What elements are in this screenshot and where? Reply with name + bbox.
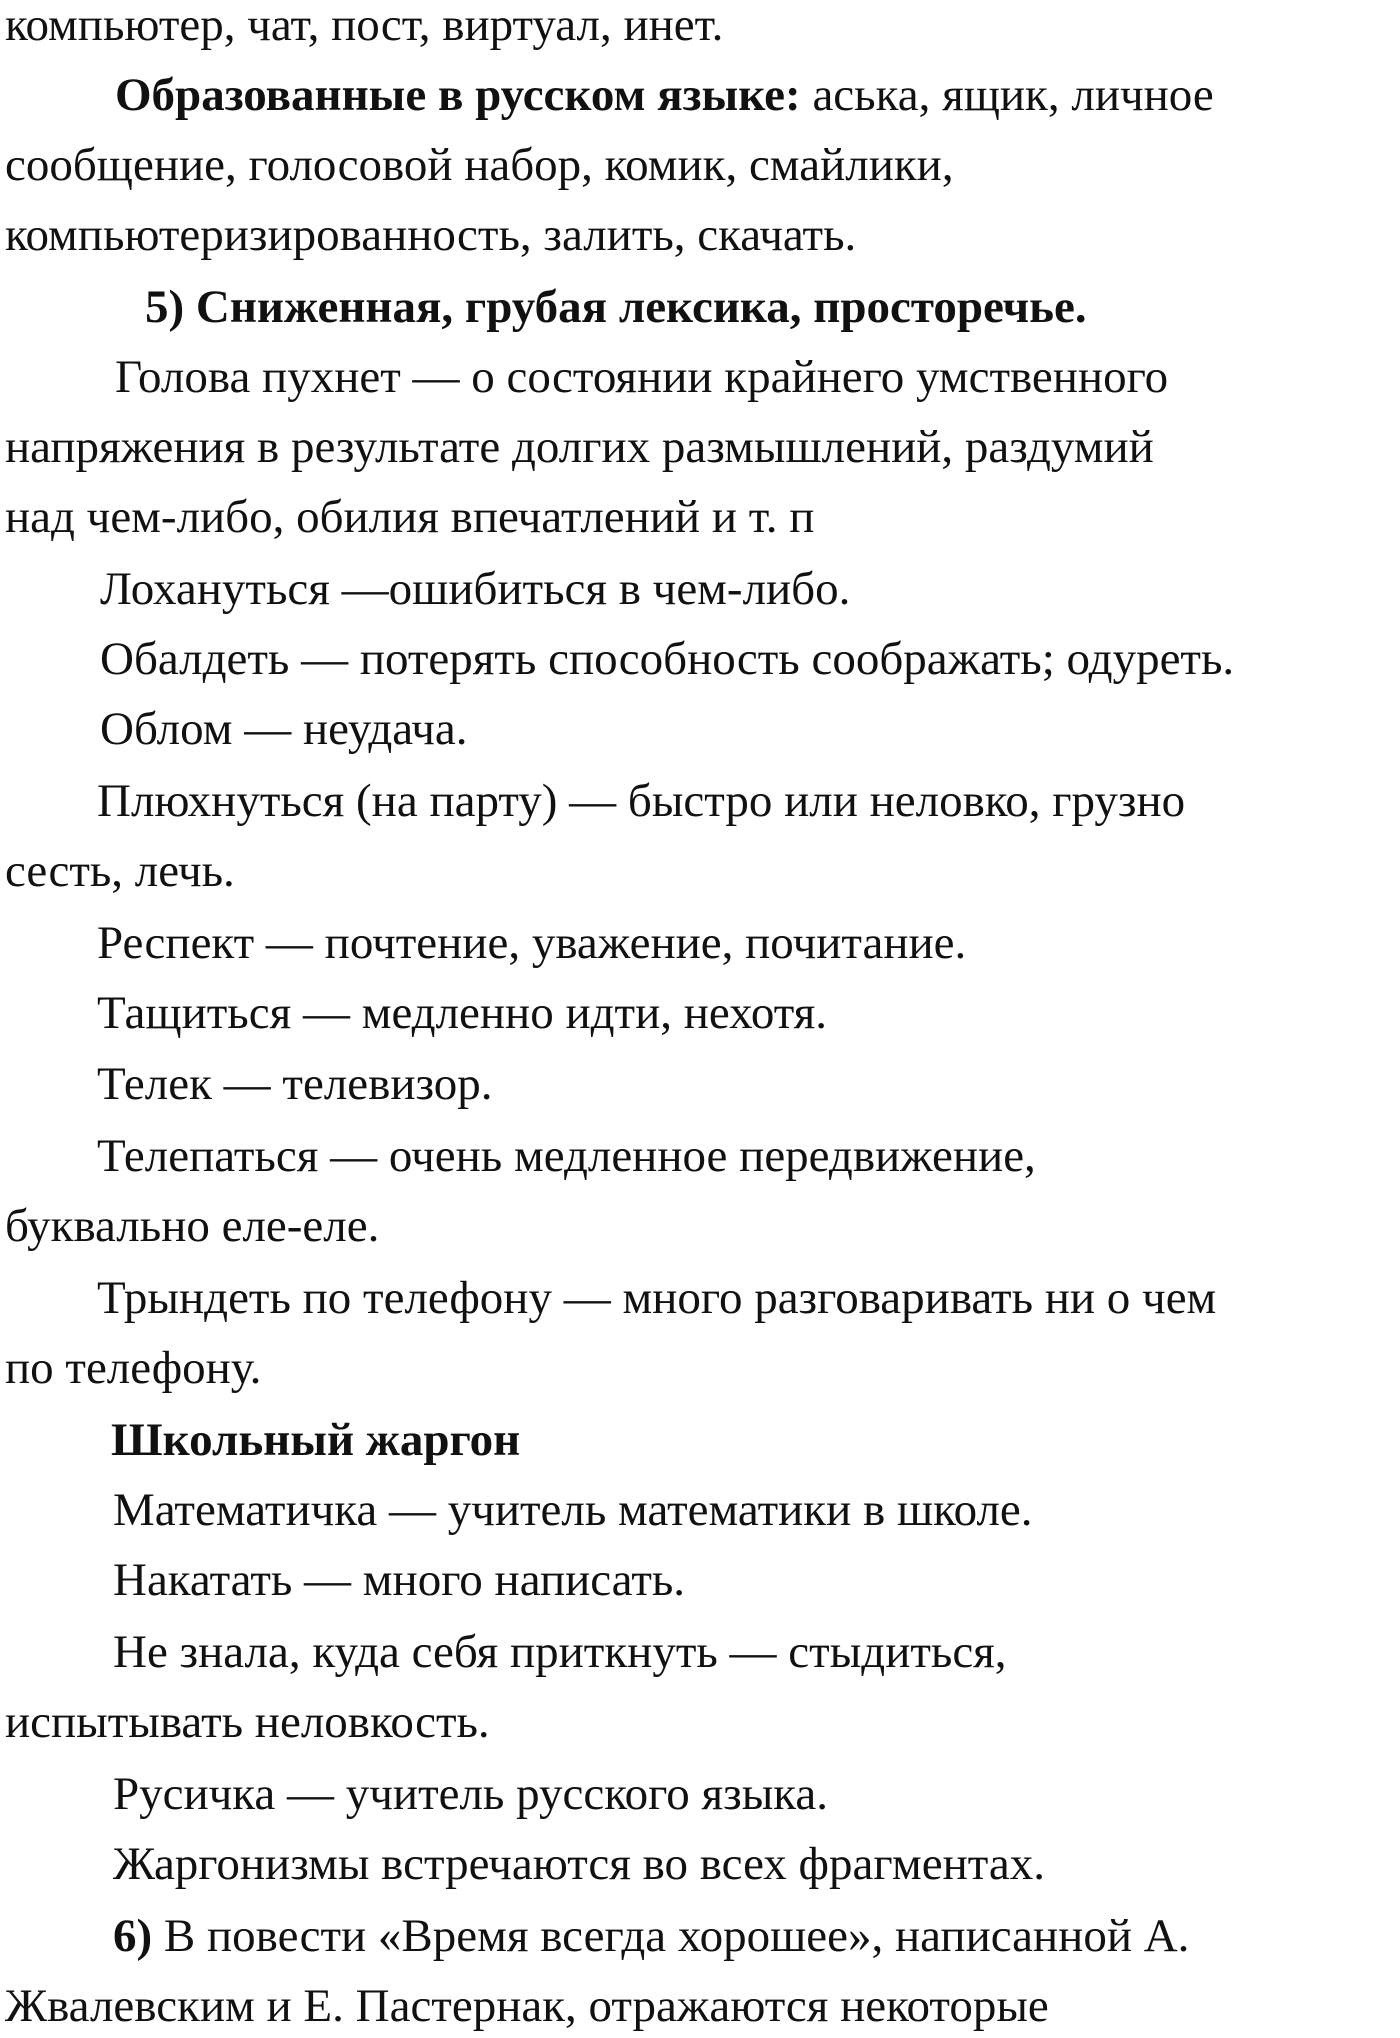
text-line: Образованные в русском языке: аська, ящик, личное [115,69,1214,121]
text-line: Телек — телевизор. [97,1058,493,1110]
text-line: Математичка — учитель математики в школе. [113,1484,1033,1536]
text-line: над чем-либо, обилия впечатлений и т. п [5,491,815,543]
bold-heading: Образованные в русском языке: [115,69,801,121]
text-line: Не знала, куда себя приткнуть — стыдиться, [113,1626,1007,1678]
text-line: Плюхнуться (на парту) — быстро или неловко, грузно [97,775,1186,827]
text-line: компьютер, чат, пост, виртуал, инет. [5,0,724,51]
text-line: Жвалевским и Е. Пастернак, отражаются некоторые [5,1980,1049,2032]
text-line: Жаргонизмы встречаются во всех фрагментах. [113,1838,1046,1890]
text-line [145,281,1087,333]
item-number: 6) [113,1910,153,1962]
text-line: Накатать — много написать. [113,1554,686,1606]
text-line: Русичка — учитель русского языка. [113,1768,829,1820]
text-line: Трындеть по телефону — много разговаривать ни о чем [97,1272,1217,1324]
text-line: напряжения в результате долгих размышлений, раздумий [5,421,1154,473]
text-line: испытывать неловкость. [5,1696,490,1748]
text-line: Лохануться —ошибиться в чем-либо. [100,563,851,615]
text-line: 6) В повести «Время всегда хорошее», написанной А. [113,1910,1190,1962]
text-line: Обалдеть — потерять способность соображать; одуреть. [100,633,1235,685]
text-line: Голова пухнет — о состоянии крайнего умственного [115,351,1169,403]
section-heading: Школьный жаргон [111,1414,521,1466]
text-line [111,1414,521,1466]
text-line: компьютеризированность, залить, скачать. [5,209,857,261]
text-line: сообщение, голосовой набор, комик, смайлики, [5,139,954,191]
text-line: Телепаться — очень медленное передвижение, [97,1130,1036,1182]
text-line: буквально еле-еле. [5,1200,380,1252]
section-heading: 5) Сниженная, грубая лексика, просторечье. [145,281,1087,333]
text-line: Облом — неудача. [100,703,468,755]
text-line: по телефону. [5,1342,262,1394]
text-line: Респект — почтение, уважение, почитание. [97,917,967,969]
text-line: сесть, лечь. [5,845,235,897]
text-line: Тащиться — медленно идти, нехотя. [97,987,827,1039]
